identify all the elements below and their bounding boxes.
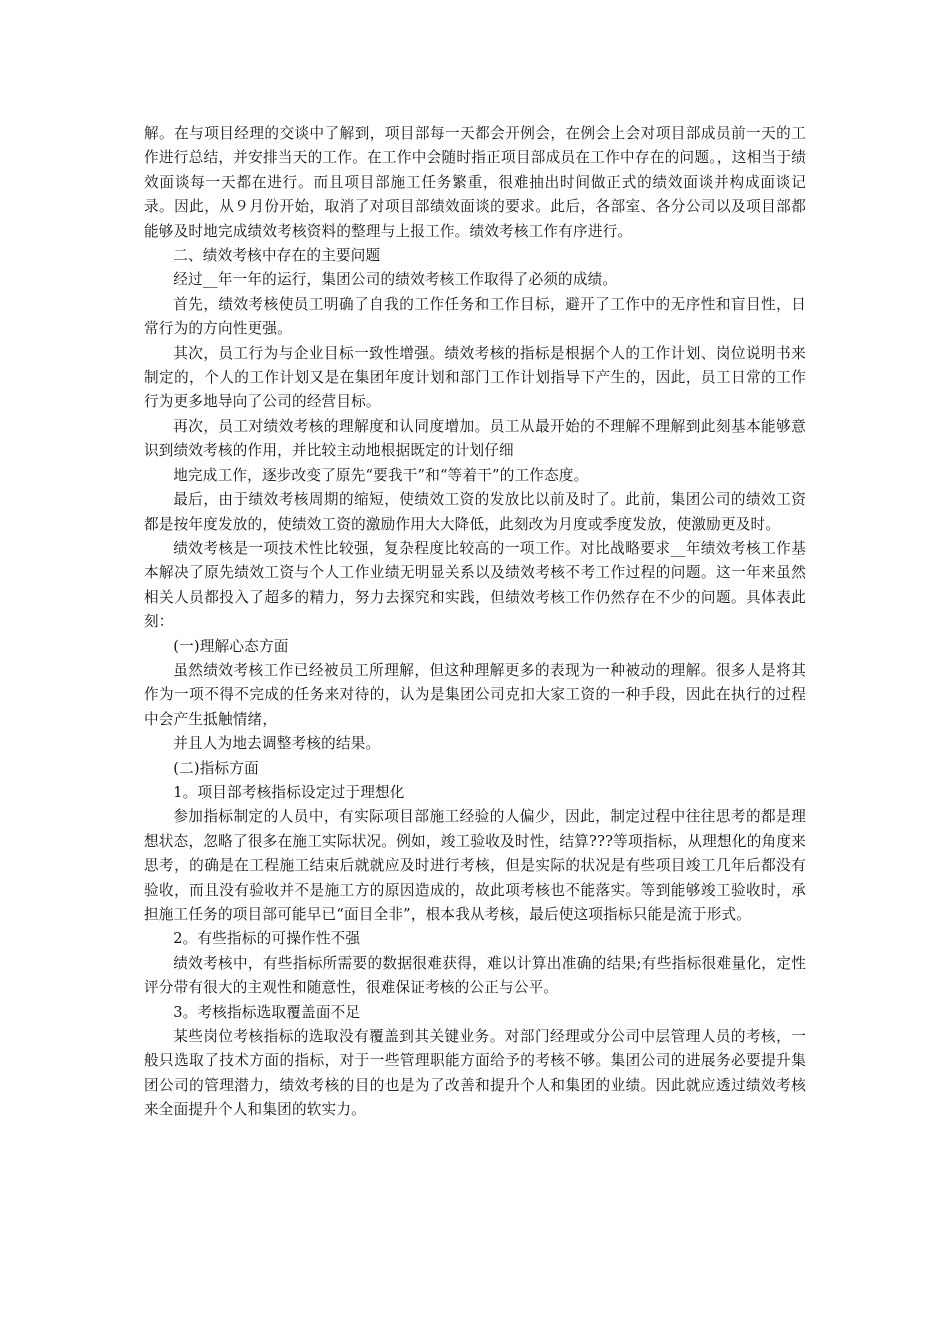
paragraph: 参加指标制定的人员中，有实际项目部施工经验的人偏少，因此，制定过程中往往思考的都是理想状态，忽略了很多在施工实际状况。例如，竣工验收及时性，结算???等项指标，从理想化的角度来思考，的确是在工程施工结束后就就应及时进行考核，但是实际的状况是有些项目竣工几年后都没有验收，而且没有验收并不是施工方的原因造成的，故此项考核也不能落实。等到能够竣工验收时，承担施工任务的项目部可能早已“面目全非”，根本我从考核，最后使这项指标只能是流于形式。	[144, 808, 806, 923]
paragraph: 经过__年一年的运行，集团公司的绩效考核工作取得了必须的成绩。	[173, 271, 618, 289]
paragraph: 虽然绩效考核工作已经被员工所理解，但这种理解更多的表现为一种被动的理解。很多人是将其作为一项不得不完成的任务来对待的，认为是集团公司克扣大家工资的一种手段，因此在执行的过程中会产生抵触情绪，	[144, 661, 806, 728]
subheading-indicators: (二)指标方面	[173, 759, 259, 777]
document-body	[144, 122, 806, 1123]
list-heading-2: 2。有些指标的可操作性不强	[173, 930, 361, 948]
paragraph: 其次，员工行为与企业目标一致性增强。绩效考核的指标是根据个人的工作计划、岗位说明书来制定的，个人的工作计划又是在集团年度计划和部门工作计划指导下产生的，因此，员工日常的工作行为更多地导向了公司的经营目标。	[144, 344, 806, 411]
paragraph: 绩效考核是一项技术性比较强，复杂程度比较高的一项工作。对比战略要求__年绩效考核工作基本解决了原先绩效工资与个人工作业绩无明显关系以及绩效考核不考工作过程的问题。这一年来虽然相关人员都投入了超多的精力，努力去探究和实践，但绩效考核工作仍然存在不少的问题。具体表此刻：	[144, 539, 806, 631]
list-heading-1: 1。项目部考核指标设定过于理想化	[173, 783, 405, 801]
paragraph-continuation: 解。在与项目经理的交谈中了解到，项目部每一天都会开例会，在例会上会对项目部成员前一天的工作进行总结，并安排当天的工作。在工作中会随时指正项目部成员在工作中存在的问题。，这相当于绩效面谈每一天都在进行。而且项目部施工任务繁重，很难抽出时间做正式的绩效面谈并构成面谈记录。因此，从９月份开始，取消了对项目部绩效面谈的要求。此后，各部室、各分公司以及项目部都能够及时地完成绩效考核资料的整理与上报工作。绩效考核工作有序进行。	[144, 125, 806, 240]
paragraph: 绩效考核中，有些指标所需要的数据很难获得，难以计算出准确的结果;有些指标很难量化，定性评分带有很大的主观性和随意性，很难保证考核的公正与公平。	[144, 954, 806, 997]
paragraph: 某些岗位考核指标的选取没有覆盖到其关键业务。对部门经理或分公司中层管理人员的考核，一般只选取了技术方面的指标，对于一些管理职能方面给予的考核不够。集团公司的进展务必要提升集团公司的管理潜力，绩效考核的目的也是为了改善和提升个人和集团的业绩。因此就应透过绩效考核来全面提升个人和集团的软实力。	[144, 1028, 806, 1119]
list-heading-3: 3。考核指标选取覆盖面不足	[173, 1003, 361, 1021]
paragraph: 并且人为地去调整考核的结果。	[173, 735, 381, 753]
paragraph: 再次，员工对绩效考核的理解度和认同度增加。员工从最开始的不理解不理解到此刻基本能够意识到绩效考核的作用，并比较主动地根据既定的计划仔细	[144, 417, 806, 460]
paragraph: 最后，由于绩效考核周期的缩短，使绩效工资的发放比以前及时了。此前，集团公司的绩效工资都是按年度发放的，使绩效工资的激励作用大大降低，此刻改为月度或季度发放，使激励更及时。	[144, 491, 806, 533]
paragraph: 地完成工作，逐步改变了原先“要我干”和“等着干”的工作态度。	[173, 466, 589, 484]
subheading-understanding: (一)理解心态方面	[173, 637, 289, 655]
section-heading-main-problems: 二、绩效考核中存在的主要问题	[173, 247, 381, 265]
paragraph: 首先，绩效考核使员工明确了自我的工作任务和工作目标，避开了工作中的无序性和盲目性，日常行为的方向性更强。	[144, 295, 806, 338]
